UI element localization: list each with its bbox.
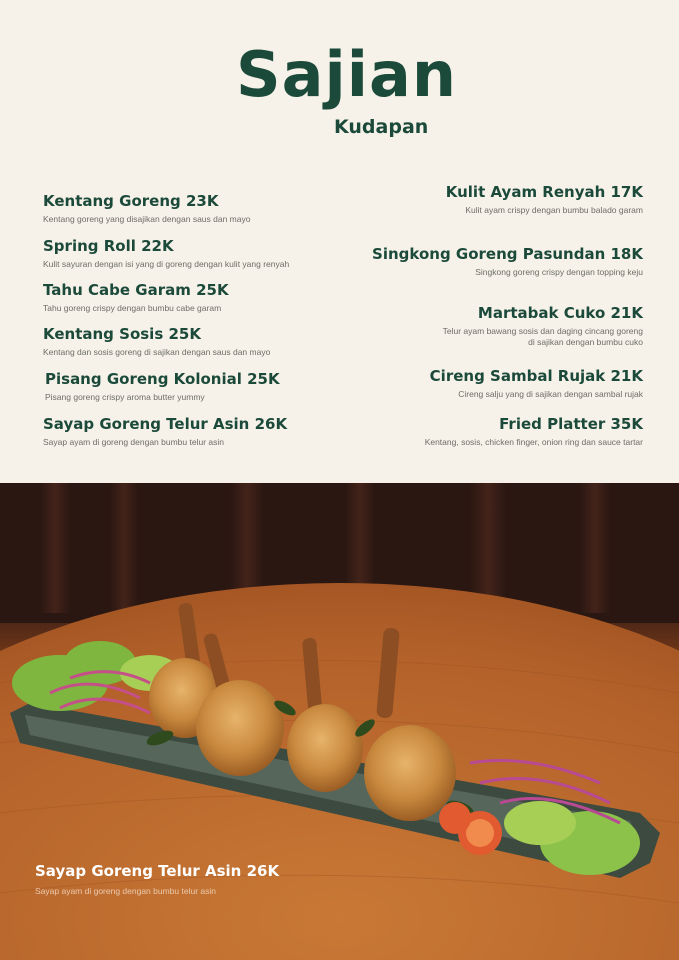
menu-item-name: Kulit Ayam Renyah 17K [445,183,643,201]
menu-item-name: Sayap Goreng Telur Asin 26K [43,415,288,433]
menu-item-description: Kentang, sosis, chicken finger, onion ring dan sauce tartar [424,437,643,447]
menu-item [45,370,280,403]
menu-item [43,325,270,358]
menu-item [430,367,643,400]
menu-item-description: Cireng salju yang di sajikan dengan sambal rujak [458,389,643,399]
menu-item-description: Singkong goreng crispy dengan topping keju [475,267,643,277]
menu-item-description: Kulit ayam crispy dengan bumbu balado garam [465,205,643,215]
menu-item-name: Pisang Goreng Kolonial 25K [45,370,280,388]
menu-item-description: Sayap ayam di goreng dengan bumbu telur asin [43,437,224,447]
menu-item-name: Kentang Sosis 25K [43,325,201,343]
menu-item-description: Kentang goreng yang disajikan dengan saus dan mayo [43,214,251,224]
menu-item-description: Kentang dan sosis goreng di sajikan dengan saus dan mayo [43,347,271,357]
menu-item [43,281,229,314]
menu-item-description: Telur ayam bawang sosis dan daging cincang goreng [442,326,643,336]
menu-item-name: Tahu Cabe Garam 25K [43,281,229,299]
menu-item-name: Martabak Cuko 21K [477,304,643,322]
menu-item-description: Pisang goreng crispy aroma butter yummy [45,392,205,402]
menu-item-name: Fried Platter 35K [499,415,643,433]
menu-item-name: Spring Roll 22K [43,237,174,255]
page-subtitle: Kudapan [334,116,429,138]
menu-item [425,415,643,448]
menu-item [372,245,643,278]
featured-item-name: Sayap Goreng Telur Asin 26K [35,862,280,880]
menu-item-description-line-2: di sajikan dengan bumbu cuko [528,337,643,347]
menu-item [43,192,250,225]
menu-item-name: Singkong Goreng Pasundan 18K [372,245,643,263]
menu-item-description: Tahu goreng crispy dengan bumbu cabe garam [43,303,222,313]
menu-item-description: Kulit sayuran dengan isi yang di goreng dengan kulit yang renyah [43,259,290,269]
menu-item [443,304,643,348]
menu-item [43,237,289,270]
menu-item-name: Kentang Goreng 23K [43,192,219,210]
menu-item [43,415,287,448]
featured-item-description: Sayap ayam di goreng dengan bumbu telur asin [35,886,216,896]
menu-item [446,183,643,216]
page-title: Sajian [236,38,457,111]
menu-item-name: Cireng Sambal Rujak 21K [429,367,643,385]
